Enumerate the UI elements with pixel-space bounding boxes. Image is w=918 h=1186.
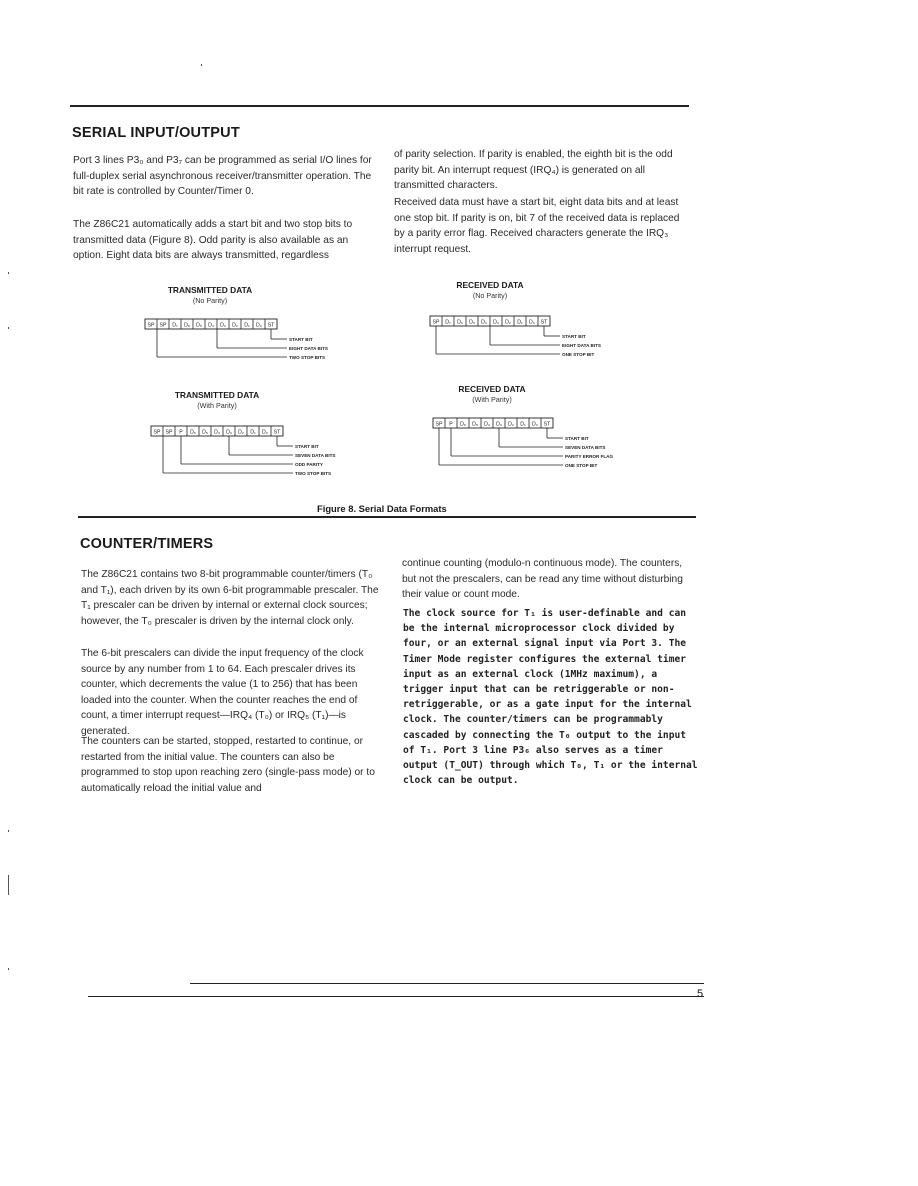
scan-speck — [8, 968, 9, 970]
frame-cell-label: D₃ — [493, 319, 499, 326]
frame-field-label: TWO STOP BITS — [289, 355, 326, 360]
diagram-tx-noparity — [140, 316, 355, 372]
frame-cell-label: D₂ — [232, 322, 238, 329]
bottom-rule-lower — [88, 996, 704, 997]
section-rule — [78, 516, 696, 518]
frame-cell-label: D₅ — [202, 429, 208, 436]
fig-tx-parity-title: TRANSMITTED DATA — [174, 390, 260, 400]
frame-cell-label: D₁ — [520, 421, 526, 428]
bottom-rule-upper — [190, 983, 704, 984]
frame-field-label: TWO STOP BITS — [295, 471, 332, 476]
scan-speck — [201, 64, 202, 66]
fig-tx-noparity-subtitle: (No Parity) — [192, 296, 228, 305]
serial-paragraph-4: Received data must have a start bit, eight data bits and at least one stop bit. If parity is on, bit 7 of the received data is replaced by a parity error flag. Received characters generate the IRQ₃ interrupt request. — [394, 197, 680, 255]
counter-paragraph-5: The clock source for T₁ is user-definable and can be the internal microprocessor clock divided by four, or an external signal input via Port 3. The Timer Mode register configures the external timer input as an external clock (1MHz maximum), a trigger input that can be retriggerable or non-retriggerable, or as a gate input for the internal clock. The counter/timers can be programmably cascaded by connecting the T₀ output to the input of T₁. Port 3 line P3₆ also serves as a timer output (T_OUT) through which T₀, T₁ or the internal clock can be output. — [403, 608, 698, 787]
fig-rx-noparity-subtitle: (No Parity) — [472, 291, 508, 300]
frame-cell-label: D₁ — [517, 319, 523, 326]
frame-cell-label: SP — [432, 319, 440, 326]
frame-cell-label: SP — [153, 429, 161, 436]
counter-paragraph-3: The counters can be started, stopped, restarted to continue, or restarted from the initial value. The counters can also be programmed to stop upon reaching zero (single-pass mode) or to automatically reload the initial value and — [81, 736, 375, 794]
page-number: 5 — [697, 988, 704, 1000]
frame-cell-label: D₇ — [445, 319, 451, 326]
frame-field-label: ODD PARITY — [295, 462, 323, 467]
frame-cell-label: D₆ — [184, 322, 190, 329]
scan-speck — [8, 875, 9, 895]
counter-paragraph-1: The Z86C21 contains two 8-bit programmable counter/timers (T₀ and T₁), each driven by its own 6-bit programmable prescaler. The T₁ prescaler can be driven by internal or external clock sources; however, the T₀ prescaler is driven by the internal clock only. — [81, 569, 379, 627]
frame-field-label: ONE STOP BIT — [562, 352, 595, 357]
diagram-rx-parity — [428, 415, 628, 481]
scan-speck — [8, 830, 9, 832]
frame-field-label: START BIT — [289, 337, 313, 342]
frame-cell-label: D₃ — [220, 322, 226, 329]
frame-cell-label: D₀ — [256, 322, 262, 329]
frame-cell-label: D₅ — [469, 319, 475, 326]
section-heading-counter-timers: COUNTER/TIMERS — [80, 536, 214, 552]
frame-field-label: START BIT — [295, 444, 319, 449]
serial-paragraph-3: of parity selection. If parity is enabled, the eighth bit is the odd parity bit. An interrupt request (IRQ₄) is generated on all transmitted characters. — [394, 149, 673, 191]
frame-cell-label: D₁ — [244, 322, 250, 329]
frame-cell-label: D₀ — [532, 421, 538, 428]
fig-tx-noparity-title: TRANSMITTED DATA — [167, 285, 253, 295]
frame-cell-label: D₅ — [196, 322, 202, 329]
serial-paragraph-1: Port 3 lines P3₀ and P3₇ can be programmed as serial I/O lines for full-duplex serial asynchronous receiver/transmitter operation. The bit rate is controlled by Counter/Timer 0. — [73, 155, 372, 197]
frame-field-label: START BIT — [562, 334, 586, 339]
diagram-tx-parity — [146, 423, 361, 485]
top-rule — [70, 105, 689, 107]
frame-cell-label: D₁ — [250, 429, 256, 436]
frame-field-label: ONE STOP BIT — [565, 463, 598, 468]
frame-cell-label: D₆ — [457, 319, 463, 326]
fig-rx-noparity-title: RECEIVED DATA — [456, 280, 524, 290]
frame-field-label: PARITY ERROR FLAG — [565, 454, 614, 459]
frame-cell-label: ST — [543, 421, 551, 428]
frame-cell-label: D₄ — [481, 319, 487, 326]
frame-cell-label: D₃ — [226, 429, 232, 436]
frame-cell-label: P — [179, 429, 183, 436]
frame-cell-label: D₀ — [529, 319, 535, 326]
frame-cell-label: SP — [165, 429, 173, 436]
frame-cell-label: D₂ — [238, 429, 244, 436]
fig-tx-parity-subtitle: (With Parity) — [197, 401, 237, 410]
frame-cell-label: D₄ — [208, 322, 214, 329]
frame-cell-label: D₂ — [508, 421, 514, 428]
frame-cell-label: D₂ — [505, 319, 511, 326]
fig-rx-parity-subtitle: (With Parity) — [472, 395, 512, 404]
frame-cell-label: ST — [267, 322, 275, 329]
frame-field-label: EIGHT DATA BITS — [289, 346, 328, 351]
serial-paragraph-2: The Z86C21 automatically adds a start bit and two stop bits to transmitted data (Figure 8). Odd parity is also available as an option. Eight data bits are always transmitted, regardless — [73, 219, 353, 261]
scan-speck — [8, 327, 9, 329]
section-heading-serial: SERIAL INPUT/OUTPUT — [72, 125, 240, 141]
frame-cell-label: D₆ — [190, 429, 196, 436]
frame-cell-label: P — [449, 421, 453, 428]
frame-field-label: EIGHT DATA BITS — [562, 343, 601, 348]
frame-cell-label: D₀ — [262, 429, 268, 436]
frame-cell-label: D₆ — [460, 421, 466, 428]
frame-cell-label: D₇ — [172, 322, 178, 329]
frame-cell-label: ST — [540, 319, 548, 326]
frame-cell-label: D₃ — [496, 421, 502, 428]
frame-field-label: SEVEN DATA BITS — [295, 453, 336, 458]
figure-caption: Figure 8. Serial Data Formats — [317, 503, 447, 514]
frame-cell-label: SP — [159, 322, 167, 329]
frame-field-label: SEVEN DATA BITS — [565, 445, 606, 450]
counter-paragraph-2: The 6-bit prescalers can divide the input frequency of the clock source by any number from 1 to 64. Each prescaler drives its counter, which decrements the value (1 to 256) that has been loaded into the counter. When the counter reaches the end of count, a timer interrupt request—IRQ₄ (T₀) or IRQ₅ (T₁)—is generated. — [81, 648, 364, 737]
frame-cell-label: ST — [273, 429, 281, 436]
frame-field-label: START BIT — [565, 436, 589, 441]
frame-cell-label: D₄ — [484, 421, 490, 428]
scan-speck — [8, 272, 9, 274]
frame-cell-label: SP — [147, 322, 155, 329]
counter-paragraph-4: continue counting (modulo-n continuous mode). The counters, but not the prescalers, can be read any time without disturbing their value or count mode. — [402, 558, 683, 600]
frame-cell-label: SP — [435, 421, 443, 428]
fig-rx-parity-title: RECEIVED DATA — [458, 384, 526, 394]
frame-cell-label: D₄ — [214, 429, 220, 436]
frame-cell-label: D₅ — [472, 421, 478, 428]
diagram-rx-noparity — [425, 313, 625, 365]
